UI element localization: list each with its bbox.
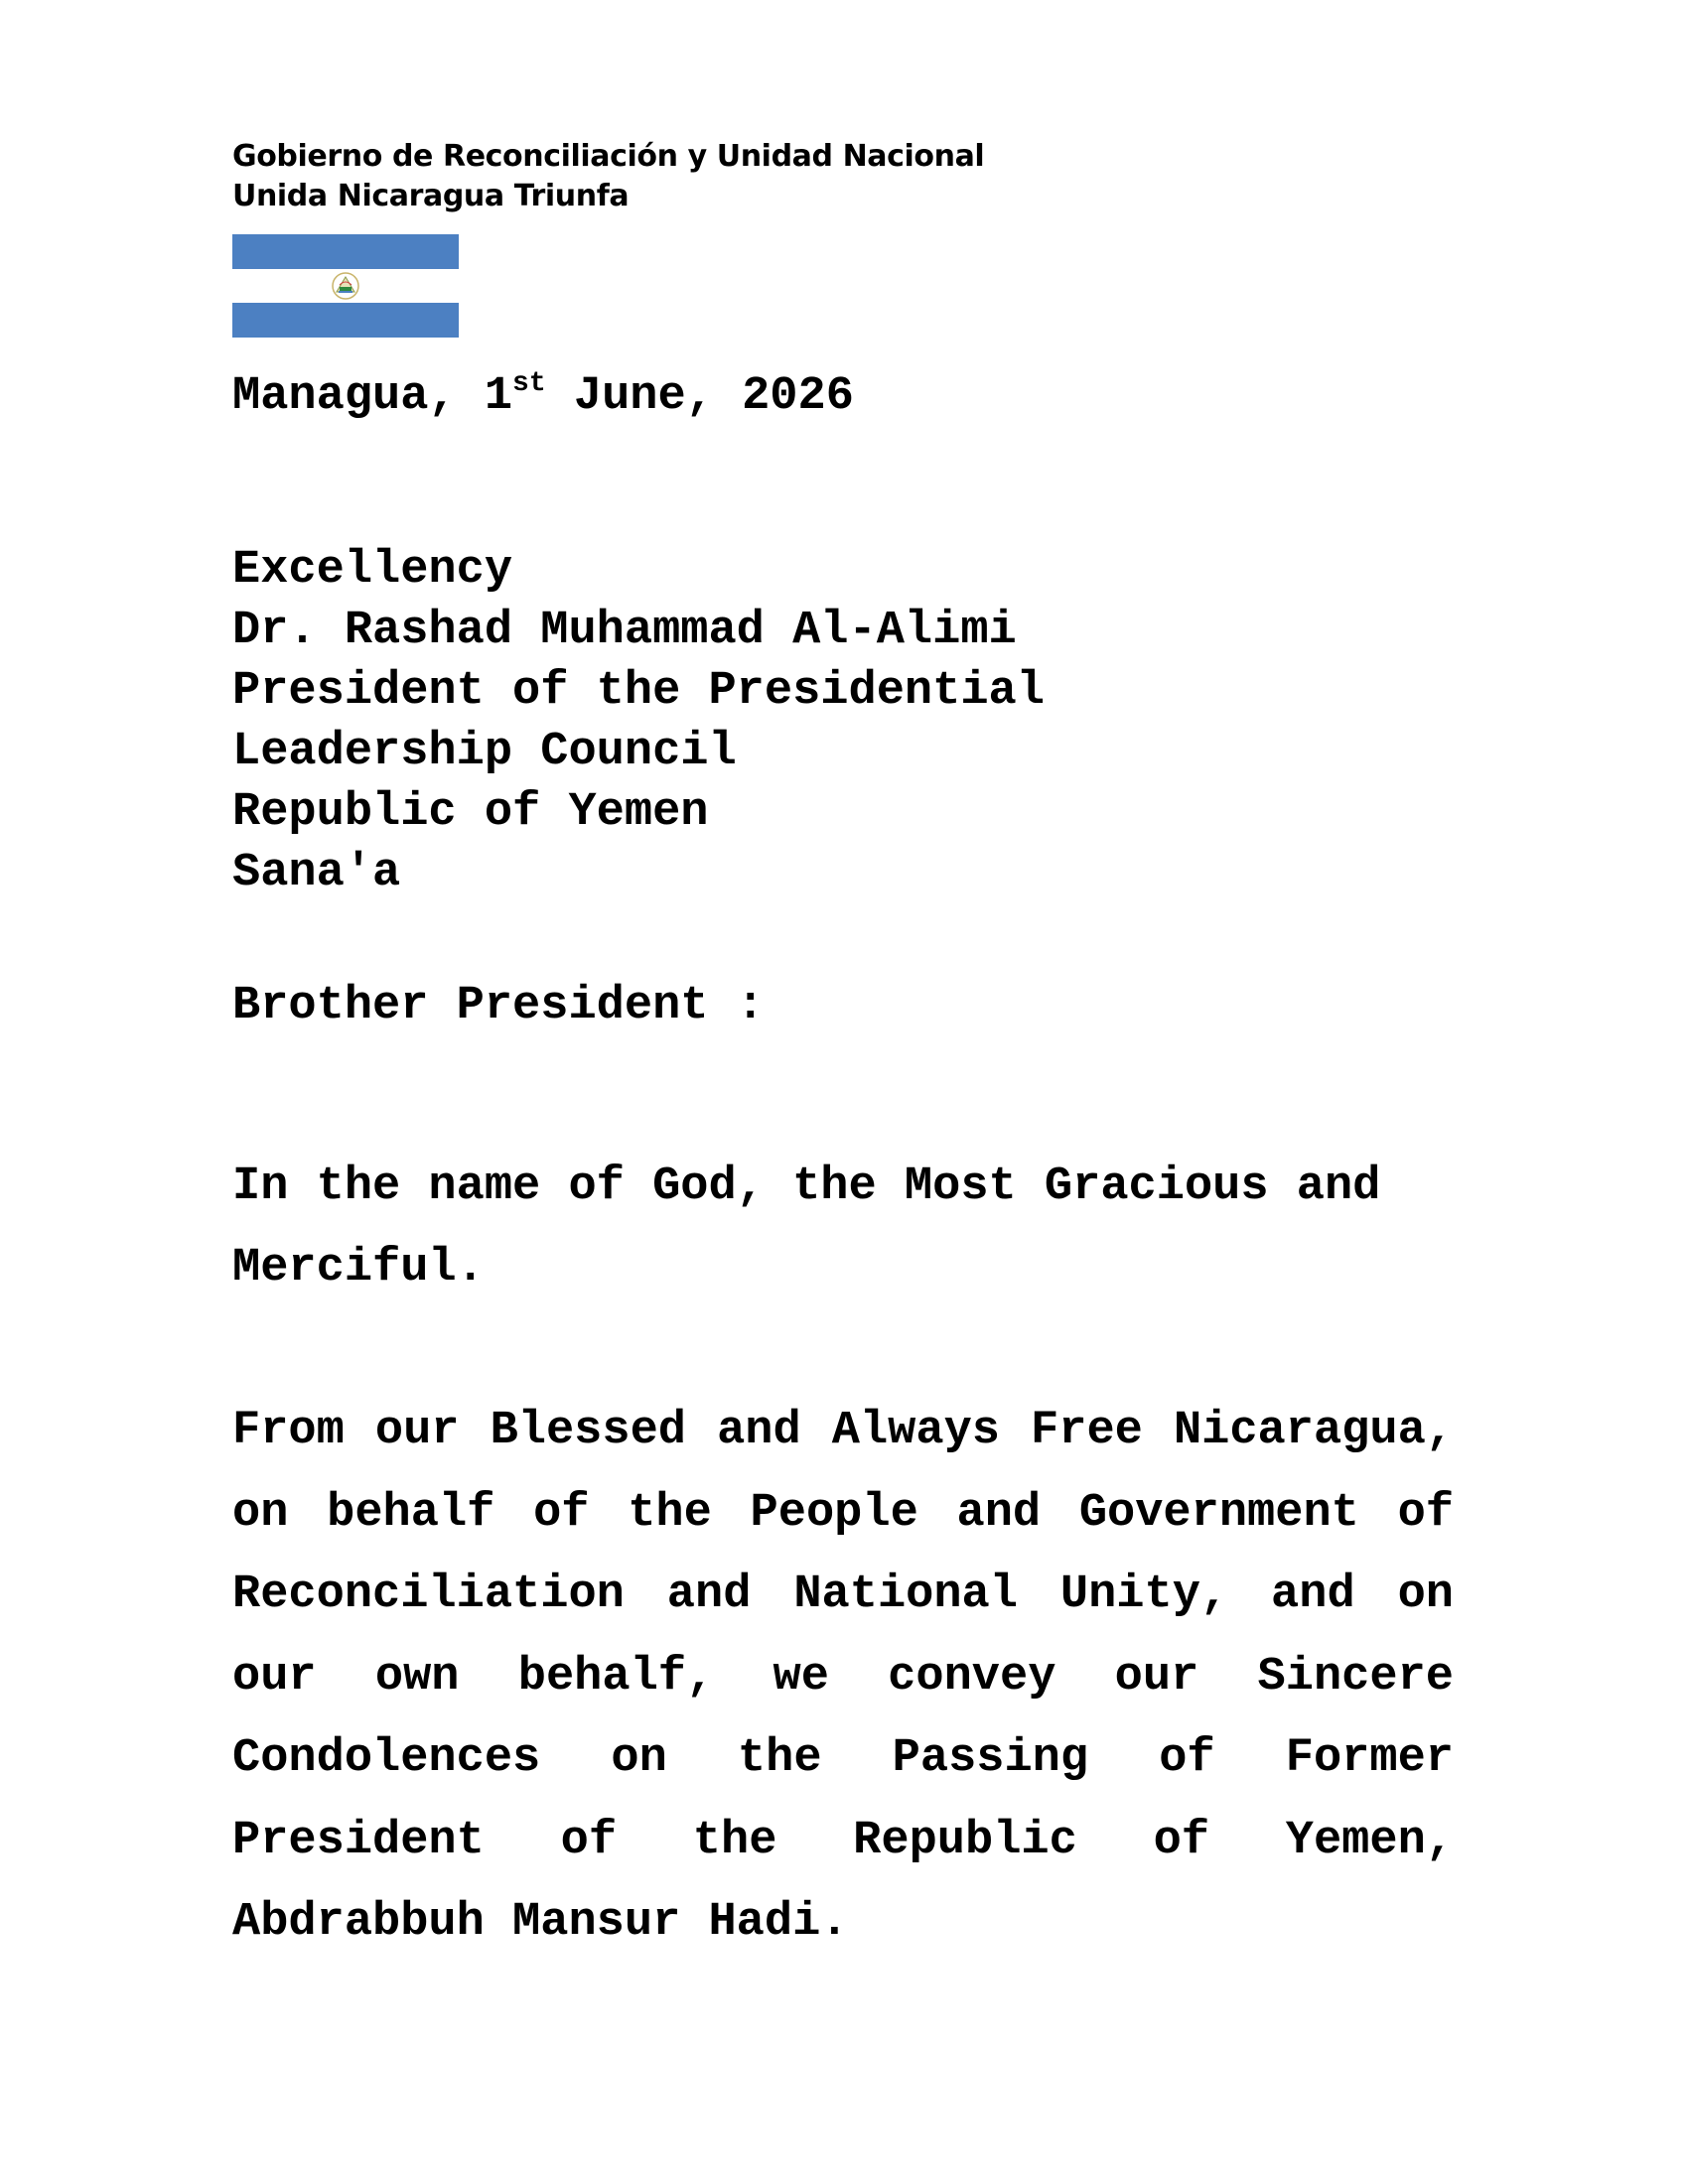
letterhead-slogan: Unida Nicaragua Triunfa (232, 179, 630, 213)
coat-of-arms-icon (325, 270, 366, 302)
addressee-block (232, 540, 1045, 903)
salutation: Brother President : (232, 980, 765, 1032)
date-suffix: June, 2026 (545, 370, 854, 423)
nicaragua-flag-icon (232, 234, 459, 338)
addressee-line: President of the Presidential (232, 665, 1045, 718)
flag-bottom-band (232, 303, 459, 338)
addressee-line: Sana'a (232, 847, 401, 899)
date-prefix: Managua, 1 (232, 370, 513, 423)
addressee-line: Excellency (232, 544, 513, 597)
addressee-line: Republic of Yemen (232, 786, 709, 839)
letter-date (232, 369, 854, 430)
invocation: In the name of God, the Most Gracious and Merciful. (232, 1160, 1381, 1295)
addressee-line: Leadership Council (232, 726, 737, 778)
addressee-line: Dr. Rashad Muhammad Al-Alimi (232, 605, 1017, 657)
body-paragraph: From our Blessed and Always Free Nicaragua, on behalf of the People and Government of Reconciliation and National Unity, and on our own behalf, we convey our Sincere Condolences on the Passing of Former President of the Republic of Yemen, Abdrabbuh Mansur Hadi. (232, 1405, 1454, 1949)
date-ordinal: st (512, 368, 546, 399)
letterhead-government-name: Gobierno de Reconciliación y Unidad Nacional (232, 139, 985, 174)
flag-top-band (232, 234, 459, 269)
letterhead (232, 137, 984, 216)
